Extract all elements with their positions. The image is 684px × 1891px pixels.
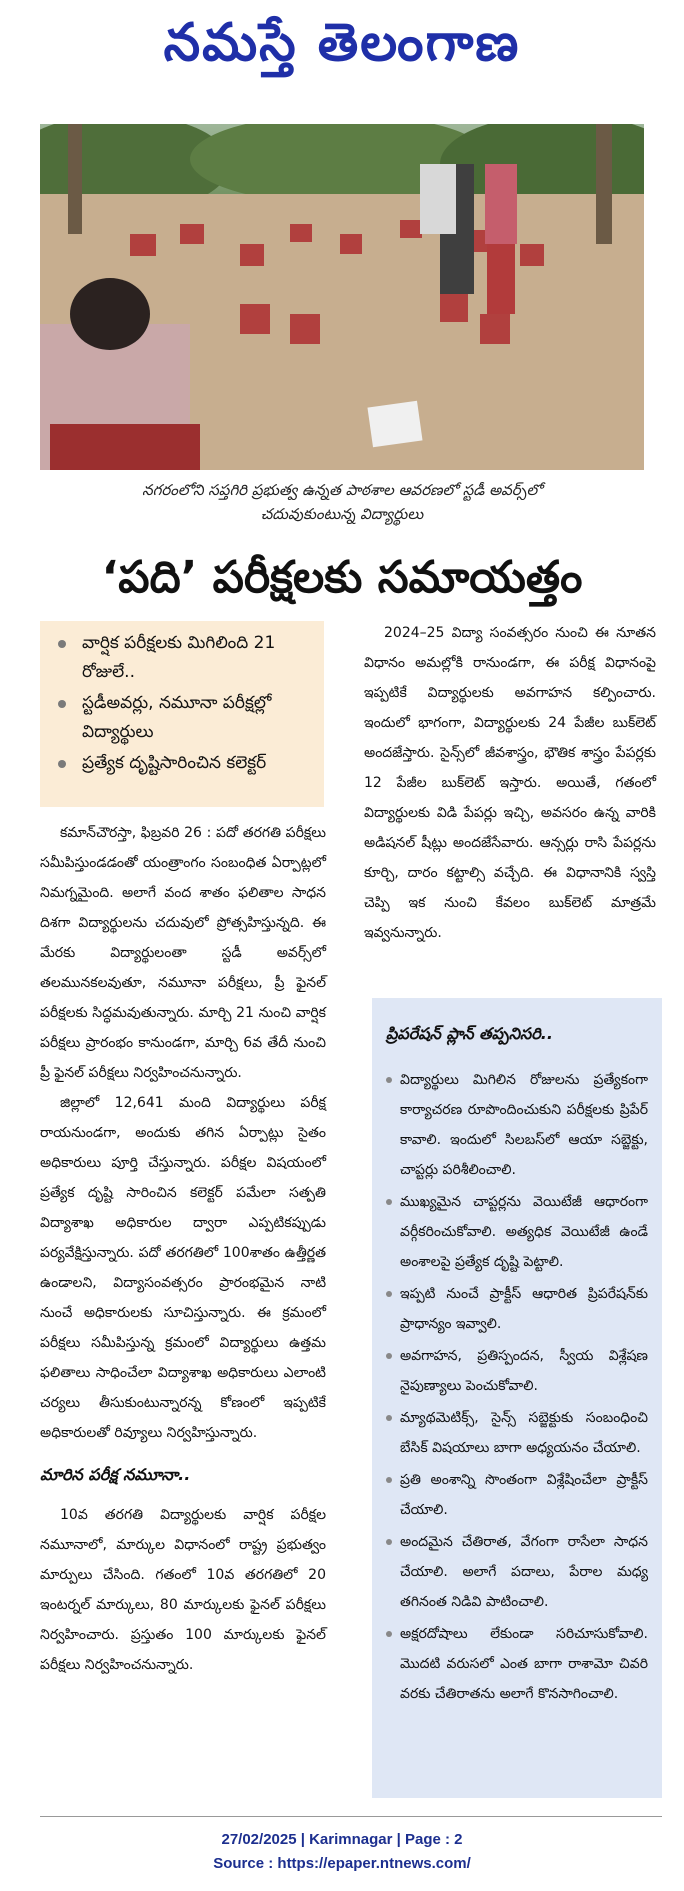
photo-caption	[60, 478, 624, 526]
article-subhead: మారిన పరీక్ష నమూనా..	[40, 1465, 191, 1484]
article-paragraph: 2024–25 విద్యా సంవత్సరం నుంచి ఈ నూతన విధానం అమల్లోకి రానుండగా, ఈ పరీక్ష విధానంపై ఇప్పటికే విద్యార్థులకు అవగాహన కల్పించారు. ఇందులో భాగంగా, విద్యార్థులకు 24 పేజీల బుక్‌లెట్ అందజేస్తారు. సైన్స్‌లో జీవశాస్త్రం, భౌతిక శాస్త్రం పేపర్లకు 12 పేజీల బుక్‌లెట్ ఇస్తారు. అయితే, గతంలో విద్యార్థులకు విడి పేపర్లు ఇచ్చి, అవసరం ఉన్న వారికి అడిషనల్ షీట్లు అందజేసేవారు. ఆన్సర్లు రాసి పేపర్లను కూర్చి, దారం కట్టాల్సి వచ్చేది. ఈ విధానానికి స్వస్తి చెప్పి ఇక నుంచి కేవలం బుక్‌లెట్ మాత్రమే ఇవ్వనున్నారు.	[364, 625, 656, 941]
photo-caption-line-1: నగరంలోని సప్తగిరి ప్రభుత్వ ఉన్నత పాఠశాల ఆవరణలో స్టడీ అవర్స్‌లో	[142, 481, 542, 499]
box-title: ప్రిపరేషన్ ప్లాన్ తప్పనిసరి..	[386, 1024, 553, 1043]
highlight-item: ప్రత్యేక దృష్టిసారించిన కలెక్టర్	[52, 749, 314, 778]
plan-item: ముఖ్యమైన చాప్టర్లను వెయిటేజీ ఆధారంగా వర్గీకరించుకోవాలి. అత్యధిక వెయిటేజీ ఉండే అంశాలపై ప్రత్యేక దృష్టి పెట్టాలి.	[386, 1187, 648, 1277]
plan-item: అవగాహన, ప్రతిస్పందన, స్వీయ విశ్లేషణ నైపుణ్యాలు పెంచుకోవాలి.	[386, 1341, 648, 1401]
bullet-icon	[58, 640, 66, 648]
plan-item: ప్రతి అంశాన్ని సొంతంగా విశ్లేషించేలా ప్రాక్టీస్ చేయాలి.	[386, 1465, 648, 1525]
plan-item: ఇప్పటి నుంచే ప్రాక్టీస్ ఆధారిత ప్రిపరేషన్‌కు ప్రాధాన్యం ఇవ్వాలి.	[386, 1279, 648, 1339]
highlight-item: స్టడీఅవర్లు, నమూనా పరీక్షల్లో విద్యార్థులు	[52, 689, 314, 747]
article-paragraph: 10వ తరగతి విద్యార్థులకు వార్షిక పరీక్షల నమూనాలో, మార్కుల విధానంలో రాష్ట్ర ప్రభుత్వం మార్పులు చేసింది. గతంలో 10వ తరగతిలో 20 ఇంటర్నల్ మార్కులు, 80 మార్కులకు ఫైనల్ పరీక్షలు నిర్వహించారు. ప్రస్తుతం 100 మార్కులకు ఫైనల్ పరీక్షలు నిర్వహించనున్నారు.	[40, 1507, 326, 1673]
plan-item: అందమైన చేతిరాత, వేగంగా రాసేలా సాధన చేయాలి. అలాగే పదాలు, పేరాల మధ్య తగినంత నిడివి పాటించాలి.	[386, 1527, 648, 1617]
plan-item: విద్యార్థులు మిగిలిన రోజులను ప్రత్యేకంగా కార్యాచరణ రూపొందించుకుని పరీక్షలకు ప్రిపేర్ కావాలి. ఇందులో సిలబస్‌లో ఆయా సబ్జెక్టు, చాప్టర్లు పరిశీలించాలి.	[386, 1065, 648, 1185]
bullet-icon	[58, 700, 66, 708]
plan-item: అక్షరదోషాలు లేకుండా సరిచూసుకోవాలి. మొదటి వరుసలో ఎంత బాగా రాశామో చివరి వరకు చేతిరాతను అలాగే కొనసాగించాలి.	[386, 1619, 648, 1709]
edition-info: 27/02/2025 | Karimnagar | Page : 2	[221, 1831, 463, 1848]
preparation-plan-box	[372, 998, 662, 1798]
plan-item: మ్యాథమెటిక్స్, సైన్స్ సబ్జెక్టుకు సంబంధించి బేసిక్ విషయాలు బాగా అధ్యయనం చేయాలి.	[386, 1403, 648, 1463]
highlights-box	[40, 621, 324, 807]
students-studying-photo-icon	[40, 124, 644, 470]
page-footer	[0, 1828, 684, 1876]
article-headline: ‘పది’ పరీక్షలకు సమాయత్తం	[101, 552, 583, 603]
article-column-right	[364, 618, 656, 948]
news-photo	[40, 124, 644, 470]
footer-divider	[40, 1816, 662, 1817]
article-column-left	[40, 818, 326, 1680]
newspaper-masthead: నమస్తే తెలంగాణ	[163, 13, 521, 73]
source-link[interactable]: Source : https://epaper.ntnews.com/	[213, 1855, 471, 1872]
article-paragraph: జిల్లాలో 12,641 మంది విద్యార్థులు పరీక్ష రాయనుండగా, అందుకు తగిన ఏర్పాట్లు సైతం అధికారులు పూర్తి చేస్తున్నారు. పరీక్షల విషయంలో ప్రత్యేక దృష్టి సారించిన కలెక్టర్ పమేలా సత్పతి విద్యాశాఖ అధికారుల ద్వారా ఎప్పటికప్పుడు పర్యవేక్షిస్తున్నారు. పదో తరగతిలో 100శాతం ఉత్తీర్ణత ఉండాలని, విద్యాసంవత్సరం ప్రారంభమైన నాటి నుంచే అధికారులకు సూచిస్తున్నారు. ఈ క్రమంలో పరీక్షలు సమీపిస్తున్న క్రమంలో విద్యార్థులు ఉత్తమ ఫలితాలు సాధించేలా విద్యాశాఖ అధికారులు ఎలాంటి చర్యలు తీసుకుంటున్నారన్న కోణంలో ఇప్పటికే అధికారులతో రివ్యూలు నిర్వహిస్తున్నారు.	[40, 1095, 326, 1441]
photo-caption-line-2: చదువుకుంటున్న విద్యార్థులు	[260, 505, 424, 523]
highlight-item: వార్షిక పరీక్షలకు మిగిలింది 21 రోజులే..	[52, 629, 314, 687]
article-paragraph: కమాన్‌చౌరస్తా, ఫిబ్రవరి 26 : పదో తరగతి పరీక్షలు సమీపిస్తుండడంతో యంత్రాంగం సంబంధిత ఏర్పాట్లలో నిమగ్నమైంది. అలాగే వంద శాతం ఫలితాల సాధన దిశగా విద్యార్థులను చదువులో ప్రోత్సహిస్తున్నది. ఈ మేరకు విద్యార్థులంతా స్టడీ అవర్స్‌లో తలమునకలవుతూ, నమూనా పరీక్షలు, ప్రీ ఫైనల్ పరీక్షలకు సిద్ధమవుతున్నారు. మార్చి 21 నుంచి వార్షిక పరీక్షలు ప్రారంభం కానుండగా, మార్చి 6వ తేదీ నుంచి ప్రీ ఫైనల్ పరీక్షలు నిర్వహించనున్నారు.	[40, 825, 326, 1081]
bullet-icon	[58, 760, 66, 768]
